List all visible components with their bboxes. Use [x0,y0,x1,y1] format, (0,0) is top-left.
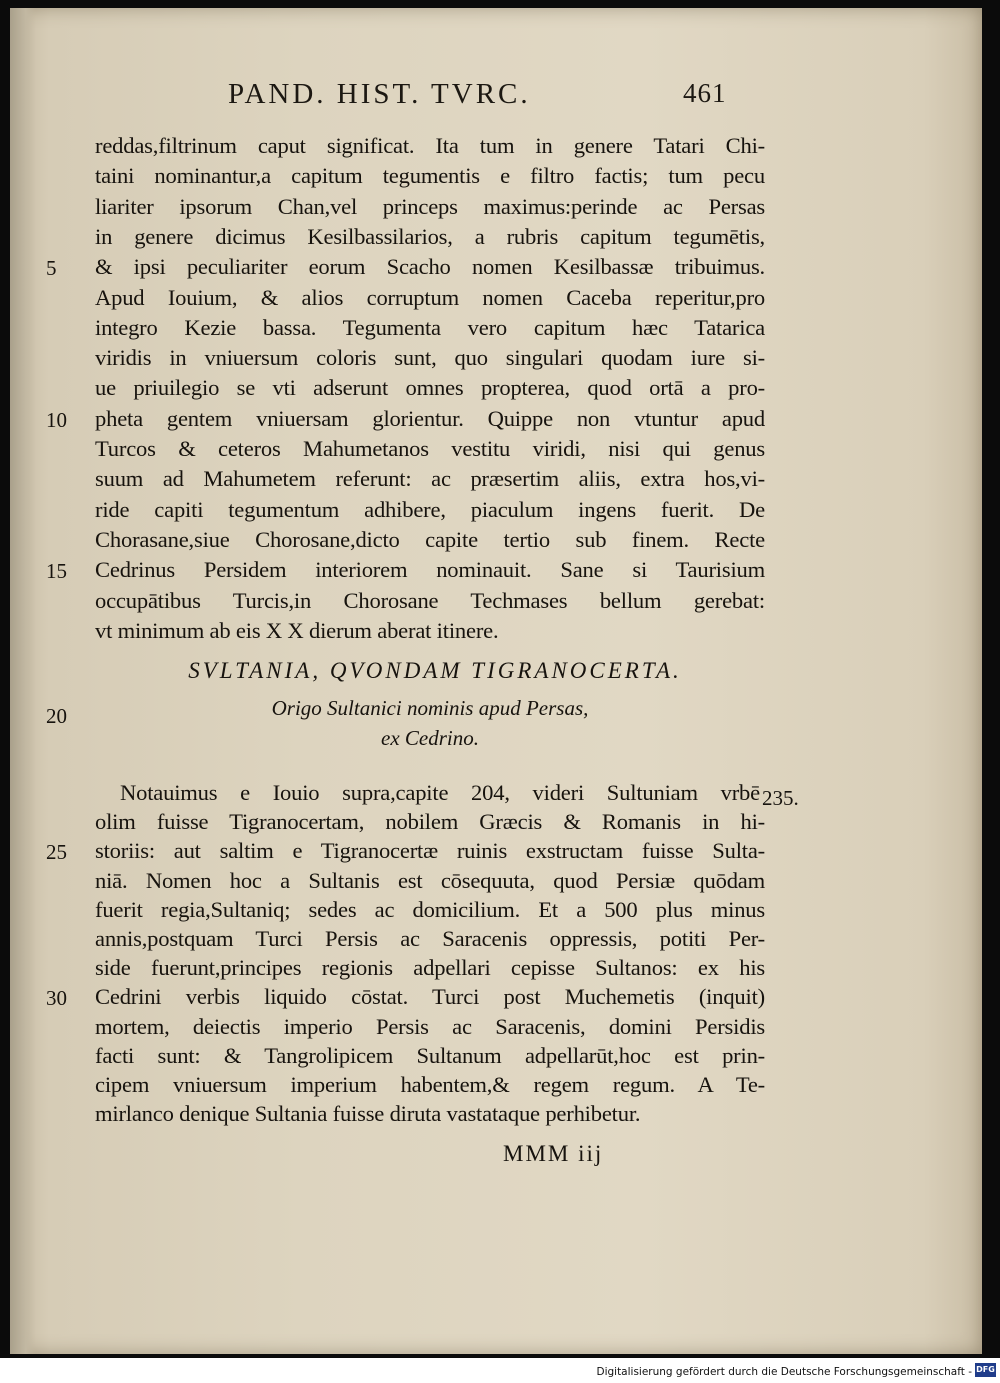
text-line: suum ad Mahumetem referunt: ac præsertim aliis, extra hos,vi- [95,466,765,492]
text-line: ride capiti tegumentum adhibere, piaculum ingens fuerit. De [95,496,765,522]
section-heading: SVLTANIA, QVONDAM TIGRANOCERTA. [188,658,682,683]
text-line: niā. Nomen hoc a Sultanis est cōsequuta, quod Persiæ quōdam [95,867,765,893]
line-number: 10 [46,407,67,432]
section-subheading-continued: ex Cedrino. [381,726,479,750]
margin-reference: 235. [762,786,799,810]
text-line: liariter ipsorum Chan,vel princeps maximus:perinde ac Persas [95,193,765,219]
line-number: 15 [46,559,67,584]
line-number: 30 [46,986,67,1011]
text-line: Cedrinus Persidem interiorem nominauit. Sane si Taurisium [95,557,765,583]
section-subheading: Origo Sultanici nominis apud Persas, [271,696,589,720]
text-line: in genere dicimus Kesilbassilarios, a rubris capitum tegumētis, [95,223,765,249]
text-line: Apud Iouium, & alios corruptum nomen Caceba reperitur,pro [95,284,765,310]
text-line: cipem vniuersum imperium habentem,& regem regum. A Te- [95,1072,765,1097]
text-line: Turcos & ceteros Mahumetanos vestitu viridi, nisi qui genus [95,436,765,461]
book-page [10,8,982,1354]
text-line: storiis: aut saltim e Tigranocertæ ruinis exstructam fuisse Sulta- [95,838,765,864]
printer-signature: MMM iij [503,1141,604,1166]
running-title: PAND. HIST. TVRC. [228,78,531,110]
text-line: vt minimum ab eis X X dierum aberat itinere. [95,617,499,643]
text-line: Cedrini verbis liquido cōstat. Turci post Muchemetis (inquit) [95,984,765,1010]
text-line: ue priuilegio se vti adserunt omnes propterea, quod ortā a pro- [95,375,765,401]
digitization-footer [0,1358,1000,1383]
text-line: viridis in vniuersum coloris sunt, quo singulari quodam iure si- [95,345,765,371]
text-line: Chorasane,siue Chorosane,dicto capite tertio sub finem. Recte [95,526,765,552]
text-line: mirlanco denique Sultania fuisse diruta vastataque perhibetur. [95,1101,641,1127]
text-line: facti sunt: & Tangrolipicem Sultanum adpellarūt,hoc est prin- [95,1042,765,1068]
text-line: Notauimus e Iouio supra,capite 204, videri Sultuniam vrbē [120,780,760,805]
text-line: annis,postquam Turci Persis ac Saracenis oppressis, potiti Per- [95,926,765,951]
dfg-logo: DFG [975,1363,996,1377]
line-number: 25 [46,840,67,865]
text-line: reddas,filtrinum caput significat. Ita tum in genere Tatari Chi- [95,133,765,158]
funding-credit: Digitalisierung gefördert durch die Deutsche Forschungsgemeinschaft - [596,1366,972,1378]
text-line: fuerit regia,Sultaniq; sedes ac domicilium. Et a 500 plus minus [95,896,765,922]
text-line: occupātibus Turcis,in Chorosane Techmases bellum gerebat: [95,587,765,613]
line-number-20: 20 [46,704,67,728]
text-line: mortem, deiectis imperio Persis ac Saracenis, domini Persidis [95,1013,765,1039]
text-line: olim fuisse Tigranocertam, nobilem Græcis & Romanis in hi- [95,809,765,835]
text-line: pheta gentem vniuersam glorientur. Quippe non vtuntur apud [95,405,765,431]
text-line: taini nominantur,a capitum tegumentis e filtro factis; tum pecu [95,163,765,189]
line-number: 5 [46,256,57,281]
text-line: side fuerunt,principes regionis adpellari cepisse Sultanos: ex his [95,955,765,981]
page-number: 461 [683,78,727,108]
text-line: integro Kezie bassa. Tegumenta vero capitum hæc Tatarica [95,314,765,340]
text-line: & ipsi peculiariter eorum Scacho nomen Kesilbassæ tribuimus. [95,254,765,280]
